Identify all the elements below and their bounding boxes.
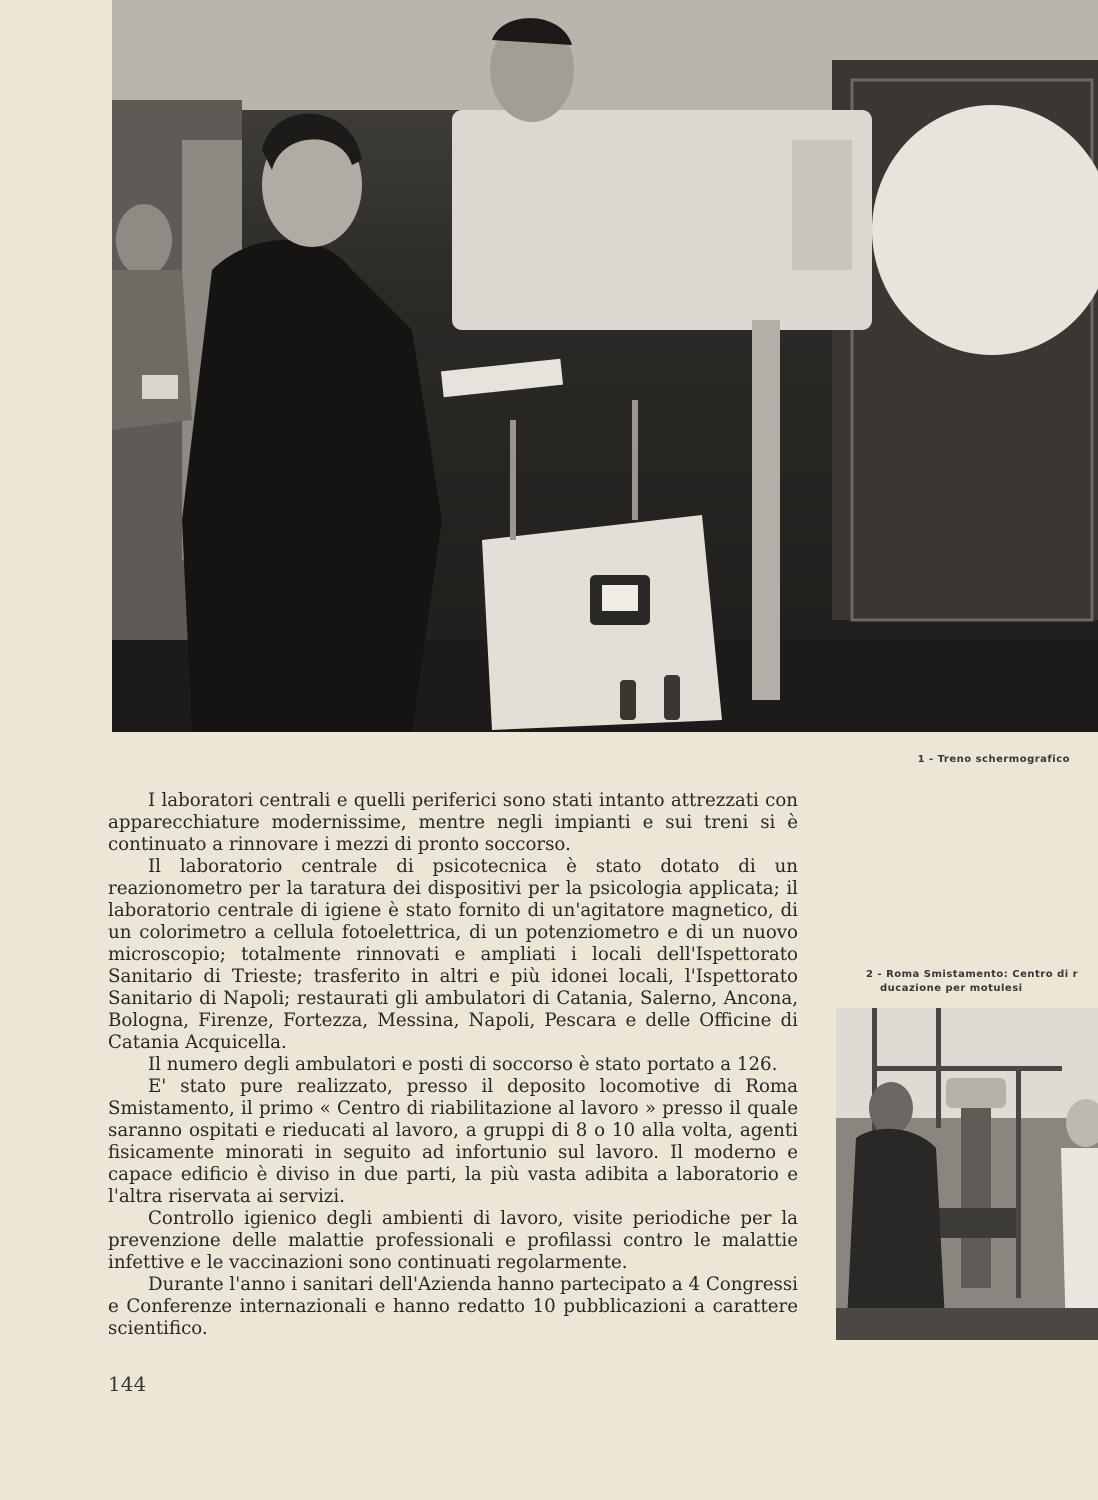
paragraph: Il laboratorio centrale di psicotecnica è stato dotato di un reazionometro per la taratura dei dispositivi per la psicologia applicata; il laboratorio centrale di igiene è stato fornito di un'agitatore magnetico, di un colorimetro a cellula fotoelettrica, di un potenziometro e di un nuovo microscopio; totalmente rinnovati e ampliati i locali dell'Ispettorato Sanitario di Trieste; trasferito in altri e più idonei locali, l'Ispettorato Sanitario di Napoli; restaurati gli ambulatori di Catania, Salerno, Ancona, Bologna, Firenze, Fortezza, Messina, Napoli, Pescara e delle Officine di Catania Acquicella. <box>108 856 798 1053</box>
photo-xray-train <box>112 0 1098 732</box>
paragraph: Il numero degli ambulatori e posti di soccorso è stato portato a 126. <box>148 1054 778 1075</box>
page-number: 144 <box>108 1372 147 1396</box>
photo-rehabilitation-workshop <box>836 1008 1098 1340</box>
figure-2-caption-line-1: 2 - Roma Smistamento: Centro di r <box>866 969 1079 980</box>
article-body <box>108 790 798 1340</box>
paragraph: E' stato pure realizzato, presso il deposito locomotive di Roma Smistamento, il primo « Centro di riabilitazione al lavoro » presso il quale saranno ospitati e rieducati al lavoro, a gruppi di 8 o 10 alla volta, agenti fisicamente minorati in seguito ad infortunio sul lavoro. Il moderno e capace edificio è diviso in due parti, la più vasta adibita a laboratorio e l'altra riservata ai servizi. <box>108 1076 798 1207</box>
figure-2-caption-line-2: ducazione per motulesi <box>880 983 1023 994</box>
photo-rehabilitation-workshop-illustration <box>836 1008 1098 1340</box>
paragraph: Durante l'anno i sanitari dell'Azienda hanno partecipato a 4 Congressi e Conferenze internazionali e hanno redatto 10 pubblicazioni a carattere scientifico. <box>108 1274 798 1339</box>
figure-1-caption: 1 - Treno schermografico <box>917 754 1070 765</box>
figure-2-caption <box>866 968 1098 996</box>
paragraph: Controllo igienico degli ambienti di lavoro, visite periodiche per la prevenzione delle malattie professionali e profilassi contro le malattie infettive e le vaccinazioni sono continuati regolarmente. <box>108 1208 798 1273</box>
paragraph: I laboratori centrali e quelli periferici sono stati intanto attrezzati con apparecchiature modernissime, mentre negli impianti e sui treni si è continuato a rinnovare i mezzi di pronto soccorso. <box>108 790 798 855</box>
photo-xray-train-illustration <box>112 0 1098 732</box>
